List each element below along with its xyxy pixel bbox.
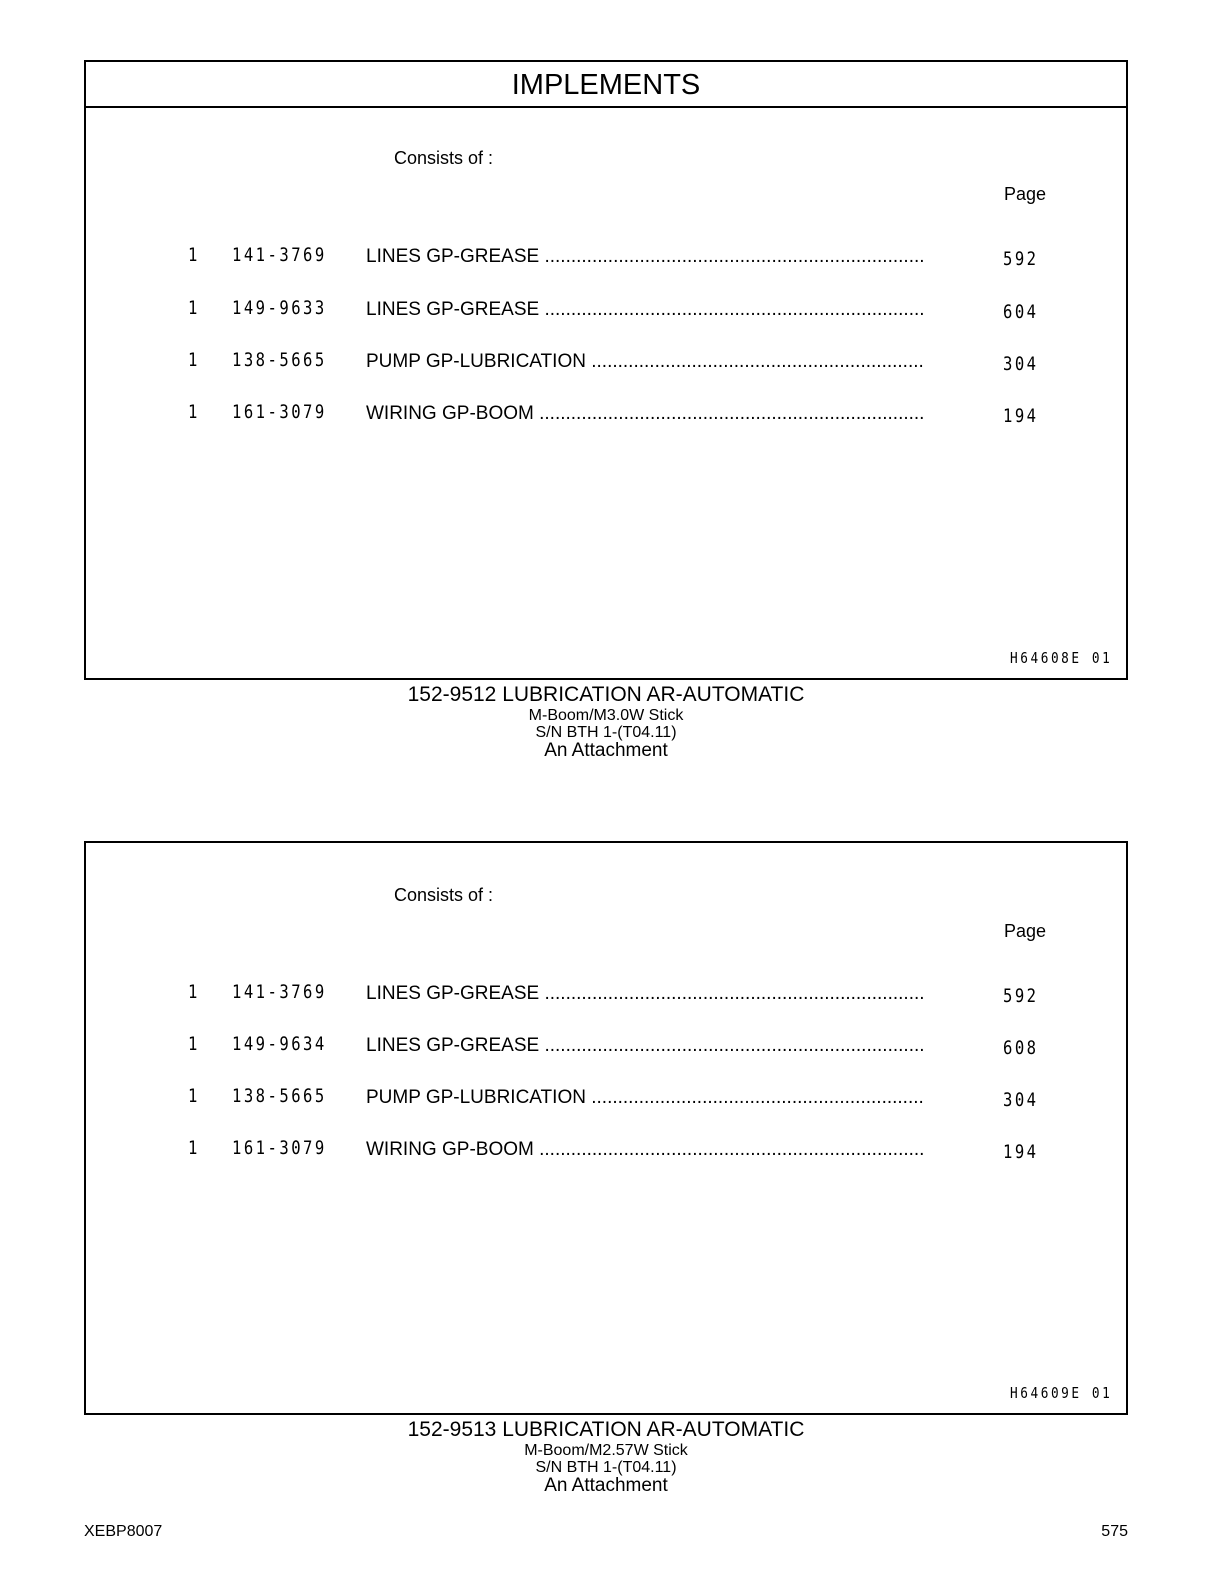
parts-row (86, 401, 1126, 427)
page-reference: 304 (1003, 1089, 1039, 1111)
group-serial-range: S/N BTH 1-(T04.11) (535, 1459, 677, 1476)
part-description: PUMP GP-LUBRICATION ..... (366, 1087, 924, 1109)
part-number: 138-5665 (232, 349, 327, 371)
group-type: An Attachment (544, 740, 668, 761)
page-reference: 194 (1003, 405, 1039, 427)
quantity: 1 (188, 1137, 200, 1159)
illustration-code: H64608E 01 (1009, 649, 1112, 667)
part-description: LINES GP-GREASE ..... (366, 1035, 924, 1057)
part-description: LINES GP-GREASE ..... (366, 983, 924, 1005)
group-title: 152-9513 LUBRICATION AR-AUTOMATIC (407, 1418, 805, 1441)
part-number: 141-3769 (232, 981, 327, 1003)
part-description: WIRING GP-BOOM ..... (366, 403, 924, 425)
part-number: 161-3079 (232, 401, 327, 423)
quantity: 1 (188, 297, 200, 319)
document-id: XEBP8007 (84, 1523, 163, 1540)
parts-row (86, 1033, 1126, 1059)
page-reference: 604 (1003, 301, 1039, 323)
group-caption-2 (84, 1418, 1128, 1496)
group-title: 152-9512 LUBRICATION AR-AUTOMATIC (407, 683, 805, 706)
page-reference: 304 (1003, 353, 1039, 375)
part-number: 149-9633 (232, 297, 327, 319)
part-number: 138-5665 (232, 1085, 327, 1107)
consists-of-label: Consists of : (394, 148, 494, 168)
parts-row (86, 244, 1126, 270)
page-number: 575 (1101, 1523, 1128, 1540)
group-config: M-Boom/M2.57W Stick (524, 1442, 688, 1459)
parts-row (86, 297, 1126, 323)
quantity: 1 (188, 349, 200, 371)
group-config: M-Boom/M3.0W Stick (528, 707, 684, 724)
section-header: IMPLEMENTS (86, 62, 1126, 108)
part-description: WIRING GP-BOOM ..... (366, 1139, 924, 1161)
part-description: PUMP GP-LUBRICATION ..... (366, 351, 924, 373)
parts-row (86, 1137, 1126, 1163)
consists-of-label: Consists of : (394, 885, 494, 905)
illustration-code: H64609E 01 (1009, 1384, 1112, 1402)
page-reference: 608 (1003, 1037, 1039, 1059)
part-number: 149-9634 (232, 1033, 327, 1055)
part-description: LINES GP-GREASE ..... (366, 246, 924, 268)
quantity: 1 (188, 981, 200, 1003)
parts-group-box-1 (84, 60, 1128, 680)
parts-row (86, 349, 1126, 375)
page-reference: 194 (1003, 1141, 1039, 1163)
quantity: 1 (188, 401, 200, 423)
page-reference: 592 (1003, 985, 1039, 1007)
quantity: 1 (188, 1033, 200, 1055)
part-number: 161-3079 (232, 1137, 327, 1159)
page-column-label: Page (1004, 921, 1047, 941)
page-reference: 592 (1003, 248, 1039, 270)
group-serial-range: S/N BTH 1-(T04.11) (535, 724, 677, 741)
quantity: 1 (188, 1085, 200, 1107)
part-number: 141-3769 (232, 244, 327, 266)
group-caption-1 (84, 683, 1128, 761)
parts-row (86, 1085, 1126, 1111)
group-type: An Attachment (544, 1475, 668, 1496)
page-column-label: Page (1004, 184, 1047, 204)
parts-group-box-2 (84, 841, 1128, 1415)
quantity: 1 (188, 244, 200, 266)
part-description: LINES GP-GREASE ..... (366, 299, 924, 321)
parts-row (86, 981, 1126, 1007)
